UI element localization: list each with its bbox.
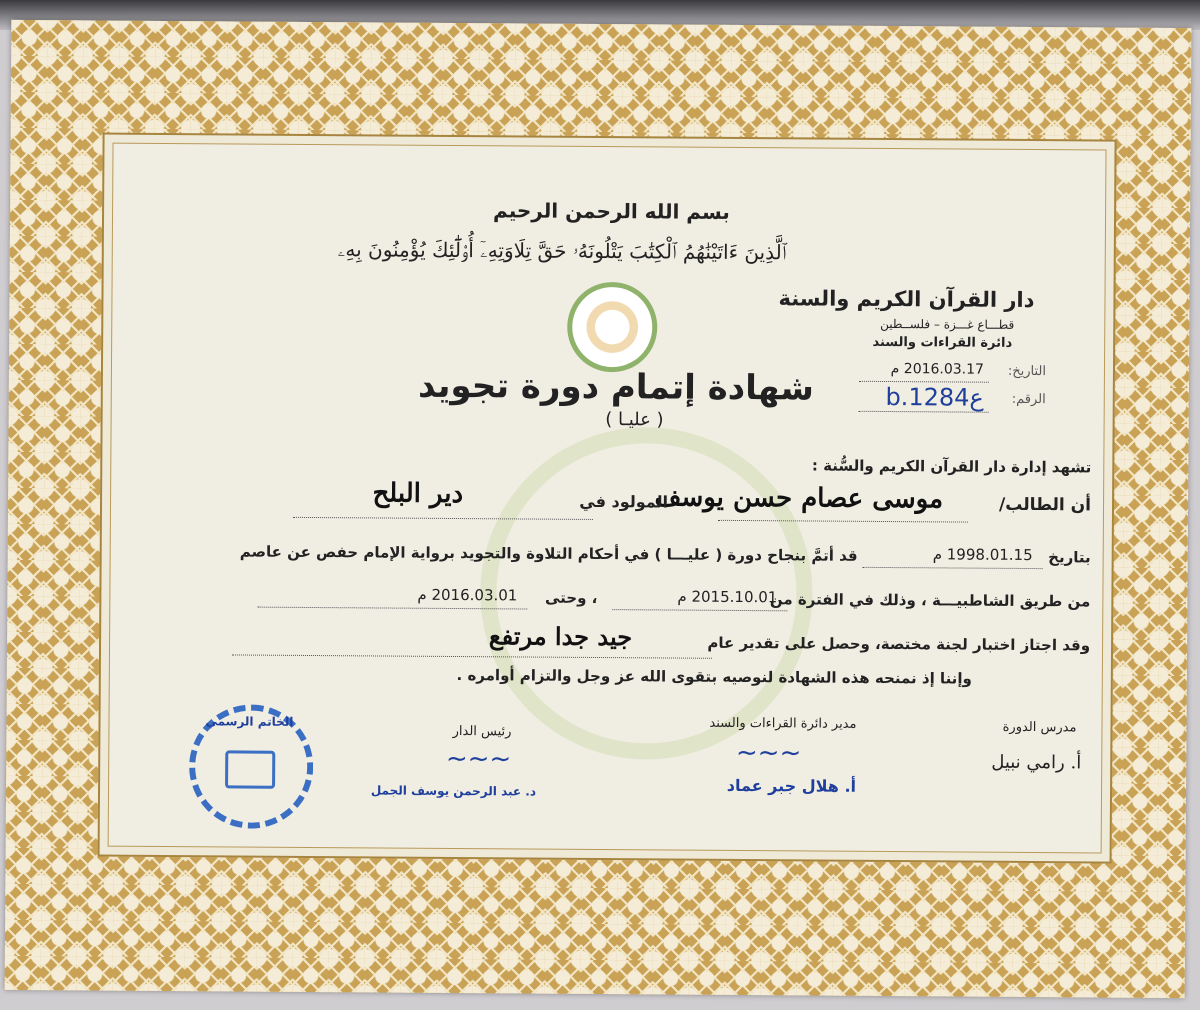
course-text: قد أتمَّ بنجاح دورة ( عليـــا ) في أحكام التلاوة والتجويد برواية الإمام حفص عن عاصم (239, 542, 858, 565)
born-label: المولود في (579, 491, 669, 512)
birth-date: 1998.01.15 م (932, 545, 1033, 565)
head-name: د. عبد الرحمن يوسف الجمل (370, 783, 537, 799)
grade: جيد جدا مرتفع (488, 621, 633, 652)
number-label: الرقم: (1011, 391, 1046, 408)
certificate-level: ( عليـا ) (605, 409, 664, 431)
teacher-name: أ. رامي نبيل (991, 751, 1082, 774)
director-role: مدير دائرة القراءات والسند (709, 715, 857, 732)
date-label: التاريخ: (1007, 363, 1047, 380)
head-role: رئيس الدار (452, 723, 512, 740)
date-value: 2016.03.17 م (890, 361, 985, 378)
certificate-frame (98, 133, 1117, 864)
book-icon (225, 750, 275, 788)
official-seal (189, 704, 314, 829)
student-label: أن الطالب/ (998, 494, 1092, 516)
director-signature: ~~~ (735, 737, 802, 769)
number-value: b.ع1284 (885, 383, 984, 412)
birthplace: دير البلح (372, 478, 464, 510)
basmala: بسم الله الرحمن الرحيم (492, 198, 730, 224)
certificate-body (108, 143, 1107, 854)
certificate (5, 20, 1192, 998)
to-date: 2016.03.01 م (417, 585, 518, 605)
exam-text: وقد اجتاز اختبار لجنة مختصة، وحصل على تقدير عام (707, 633, 1091, 655)
path-text: من طريق الشاطبيـــة ، وذلك في الفترة من (769, 590, 1091, 611)
intro-text: تشهد إدارة دار القرآن الكريم والسُّنة : (811, 456, 1092, 477)
org-emblem (567, 282, 658, 373)
from-date: 2015.10.01 م (677, 587, 778, 607)
head-signature: ~~~ (445, 743, 512, 775)
quran-verse: ٱلَّذِينَ ءَاتَيْنَٰهُمُ ٱلْكِتَٰبَ يَتْلُونَهُۥ حَقَّ تِلَاوَتِهِۦٓ أُو۟لَٰٓئِكَ يُؤْمِنُونَ بِهِۦ (337, 237, 787, 265)
seal-text: الخاتم الرسمي (205, 714, 294, 729)
student-name: موسى عصام حسن يوسف (654, 482, 944, 515)
org-dept: دائرة القراءات والسند (872, 334, 1013, 351)
org-name: دار القرآن الكريم والسنة (778, 286, 1035, 313)
closing-text: وإننا إذ نمنحه هذه الشهادة لنوصيه بتقوى الله عز وجل والتزام أوامره . (456, 666, 972, 688)
birth-date-label: بتاريخ (1048, 548, 1091, 567)
certificate-title: شهادة إتمام دورة تجويد (417, 365, 814, 409)
teacher-role: مدرس الدورة (1002, 719, 1077, 736)
org-region: قطـــاع غـــزة – فلســطين (880, 316, 1015, 332)
until-label: ، وحتى (544, 588, 598, 607)
director-name: أ. هلال جبر عماد (726, 775, 857, 796)
